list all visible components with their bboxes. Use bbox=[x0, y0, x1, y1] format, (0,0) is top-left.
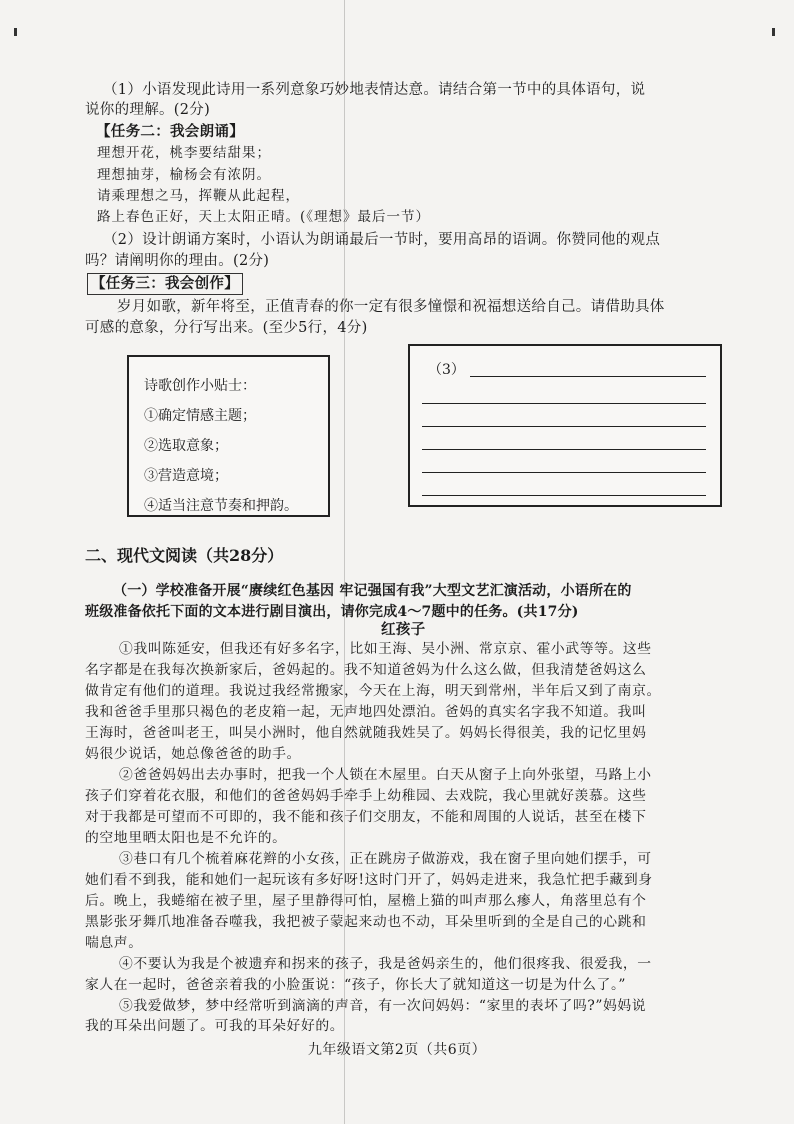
story-line: 孩子们穿着花衣服，和他们的爸爸妈妈手牵手上幼稚园、去戏院，我心里就好羡慕。这些 bbox=[85, 788, 647, 804]
poem-line-3: 请乘理想之马，挥鞭从此起程， bbox=[97, 188, 300, 204]
story-line: 我和爸爸手里那只褐色的老皮箱一起，无声地四处漂泊。爸妈的真实名字我不知道。我叫 bbox=[85, 704, 647, 720]
part-1-intro-line-2: 班级准备依托下面的文本进行剧目演出，请你完成4～7题中的任务。(共17分) bbox=[85, 604, 579, 620]
scan-mark-right bbox=[772, 28, 775, 36]
task-3-title: 【任务三：我会创作】 bbox=[87, 273, 243, 295]
poem-line-2: 理想抽芽，榆杨会有浓阴。 bbox=[97, 167, 271, 183]
answer-line[interactable] bbox=[470, 376, 706, 377]
story-line: ①我叫陈延安，但我还有好多名字，比如王海、吴小洲、常京京、霍小武等等。这些 bbox=[119, 641, 652, 657]
answer-line[interactable] bbox=[422, 449, 706, 450]
part-1-intro-line-1: （一）学校准备开展“赓续红色基因 牢记强国有我”大型文艺汇演活动，小语所在的 bbox=[113, 583, 632, 599]
tip-item-1: ①确定情感主题； bbox=[144, 408, 256, 424]
section-2-heading: 二、现代文阅读（共28分） bbox=[85, 546, 284, 565]
story-line: 对于我都是可望而不可即的，我不能和孩子们交朋友，不能和周围的人说话，甚至在楼下 bbox=[85, 809, 647, 825]
poetry-tips-box bbox=[127, 355, 330, 517]
answer-label: （3） bbox=[428, 362, 465, 378]
story-line: ④不要认为我是个被遗弃和拐来的孩子，我是爸妈亲生的，他们很疼我、很爱我，一 bbox=[119, 956, 652, 972]
question-2-line-1: （2）设计朗诵方案时，小语认为朗诵最后一节时，要用高昂的语调。你赞同他的观点 bbox=[103, 232, 661, 248]
task-3-line-2: 可感的意象，分行写出来。(至少5行，4分) bbox=[85, 320, 368, 336]
story-line: ②爸爸妈妈出去办事时，把我一个人锁在木屋里。白天从窗子上向外张望，马路上小 bbox=[119, 767, 652, 783]
question-1-line-1: （1）小语发现此诗用一系列意象巧妙地表情达意。请结合第一节中的具体语句，说 bbox=[103, 82, 646, 98]
answer-line[interactable] bbox=[422, 495, 706, 496]
tip-item-3: ③营造意境； bbox=[144, 468, 228, 484]
story-line: 我的耳朵出问题了。可我的耳朵好好的。 bbox=[85, 1018, 345, 1034]
story-line: 后。晚上，我蜷缩在被子里，屋子里静得可怕，屋檐上猫的叫声那么瘆人，角落里总有个 bbox=[85, 893, 647, 909]
question-1-line-2: 说你的理解。(2分) bbox=[85, 102, 211, 118]
story-title: 红孩子 bbox=[381, 621, 426, 638]
page-footer: 九年级语文第2页（共6页） bbox=[307, 1042, 487, 1058]
story-line: ⑤我爱做梦，梦中经常听到滴滴的声音，有一次问妈妈：“家里的表坏了吗?”妈妈说 bbox=[119, 998, 647, 1014]
story-line: 喘息声。 bbox=[85, 935, 143, 951]
answer-line[interactable] bbox=[422, 403, 706, 404]
story-line: 黑影张牙舞爪地准备吞噬我，我把被子蒙起来动也不动，耳朵里听到的全是自己的心跳和 bbox=[85, 914, 647, 930]
answer-line[interactable] bbox=[422, 426, 706, 427]
story-line: 王海时，爸爸叫老王，叫吴小洲时，他自然就随我姓吴了。妈妈长得很美，我的记忆里妈 bbox=[85, 725, 647, 741]
story-line: 做肯定有他们的道理。我说过我经常搬家，今天在上海，明天到常州，半年后又到了南京。 bbox=[85, 683, 661, 699]
story-line: 名字都是在我每次换新家后，爸妈起的。我不知道爸妈为什么这么做，但我清楚爸妈这么 bbox=[85, 662, 647, 678]
story-line: ③巷口有几个梳着麻花辫的小女孩，正在跳房子做游戏，我在窗子里向她们摆手，可 bbox=[119, 851, 652, 867]
story-line: 家人在一起时，爸爸亲着我的小脸蛋说：“孩子，你长大了就知道这一切是为什么了。” bbox=[85, 977, 627, 993]
poem-line-4 bbox=[97, 207, 737, 227]
question-2-line-2: 吗？请阐明你的理由。(2分) bbox=[85, 253, 270, 269]
story-line: 她们看不到我，能和她们一起玩该有多好呀!这时门开了，妈妈走进来，我急忙把手藏到身 bbox=[85, 872, 653, 888]
story-line: 妈很少说话，她总像爸爸的助手。 bbox=[85, 746, 301, 762]
poem-line-4-text: 路上春色正好，天上太阳正晴。 bbox=[97, 209, 300, 225]
answer-line[interactable] bbox=[422, 472, 706, 473]
scan-mark-left bbox=[14, 28, 17, 36]
poem-line-1: 理想开花，桃李要结甜果； bbox=[97, 145, 271, 161]
task-3-line-1: 岁月如歌，新年将至，正值青春的你一定有很多憧憬和祝福想送给自己。请借助具体 bbox=[117, 299, 665, 315]
answer-writing-box[interactable] bbox=[408, 344, 722, 507]
tips-title: 诗歌创作小贴士： bbox=[144, 378, 256, 394]
poem-source: (《理想》最后一节） bbox=[300, 209, 431, 225]
task-2-title: 【任务二：我会朗诵】 bbox=[96, 123, 244, 140]
tip-item-4: ④适当注意节奏和押韵。 bbox=[144, 498, 298, 514]
tip-item-2: ②选取意象； bbox=[144, 438, 228, 454]
story-line: 的空地里晒太阳也是不允许的。 bbox=[85, 830, 287, 846]
